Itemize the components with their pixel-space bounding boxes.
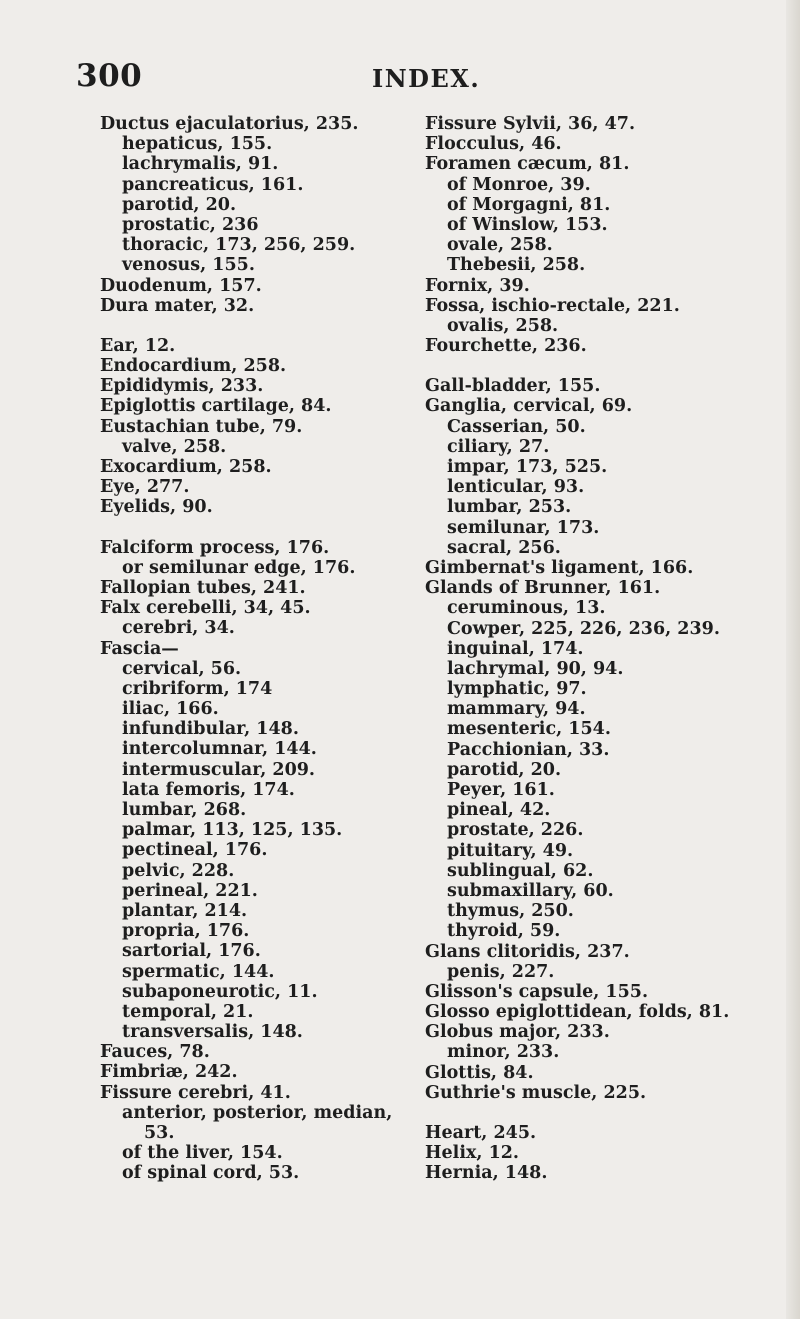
index-subentry: ovale, 258.	[447, 235, 553, 256]
index-column-right	[425, 114, 775, 1184]
index-entry: Flocculus, 46.	[425, 134, 562, 155]
index-subentry: palmar, 113, 125, 135.	[122, 820, 343, 841]
index-subentry: prostate, 226.	[447, 820, 584, 841]
index-subentry: lata femoris, 174.	[122, 779, 295, 800]
index-entry: Fascia—	[100, 638, 179, 659]
index-subentry: of the liver, 154.	[122, 1143, 283, 1164]
index-entry: Fissure cerebri, 41.	[100, 1082, 291, 1103]
index-subentry: hepaticus, 155.	[122, 134, 273, 155]
index-entry: Gimbernat's ligament, 166.	[425, 557, 694, 578]
index-entry: Eye, 277.	[100, 477, 190, 498]
index-entry: Exocardium, 258.	[100, 457, 272, 477]
index-subentry: lachrymal, 90, 94.	[447, 658, 624, 679]
index-subentry: spermatic, 144.	[122, 961, 275, 982]
index-subentry: pituitary, 49.	[447, 840, 574, 861]
index-subentry: lenticular, 93.	[447, 477, 585, 498]
index-subentry: valve, 258.	[122, 436, 227, 457]
index-entry: Hernia, 148.	[425, 1163, 548, 1184]
page-number: 300	[76, 58, 143, 94]
index-entry: Globus major, 233.	[425, 1022, 610, 1043]
index-subentry: of Monroe, 39.	[447, 174, 591, 195]
index-entry: Fornix, 39.	[425, 275, 530, 296]
index-subentry: intermuscular, 209.	[122, 759, 316, 780]
index-entry: Fallopian tubes, 241.	[100, 577, 306, 598]
index-subentry: lumbar, 253.	[447, 497, 572, 518]
index-subentry: pineal, 42.	[447, 800, 551, 821]
index-subentry: 53.	[144, 1123, 175, 1143]
index-entry: Helix, 12.	[425, 1143, 520, 1164]
index-entry: Eustachian tube, 79.	[100, 416, 303, 437]
index-subentry: semilunar, 173.	[447, 517, 600, 538]
index-subentry: venosus, 155.	[122, 255, 255, 276]
index-entry: Glands of Brunner, 161.	[425, 578, 661, 599]
index-subentry: cervical, 56.	[122, 658, 242, 679]
index-subentry: thoracic, 173, 256, 259.	[122, 235, 356, 256]
running-title: INDEX.	[372, 64, 481, 93]
index-entry: Fimbriæ, 242.	[100, 1062, 238, 1083]
index-entry: Eyelids, 90.	[100, 497, 213, 518]
index-entry: Falciform process, 176.	[100, 537, 330, 558]
index-subentry: mammary, 94.	[447, 699, 586, 720]
index-entry: Fissure Sylvii, 36, 47.	[425, 114, 636, 134]
page-header	[0, 58, 800, 98]
index-subentry: lumbar, 268.	[122, 800, 247, 820]
index-subentry: mesenteric, 154.	[447, 719, 611, 740]
index-subentry: impar, 173, 525.	[447, 457, 608, 477]
index-entry: Glans clitoridis, 237.	[425, 941, 630, 962]
index-entry: Falx cerebelli, 34, 45.	[100, 598, 311, 619]
index-subentry: pancreaticus, 161.	[122, 174, 304, 195]
index-subentry: pelvic, 228.	[122, 860, 235, 881]
index-entry: Fauces, 78.	[100, 1042, 210, 1063]
index-subentry: sacral, 256.	[447, 537, 561, 558]
index-subentry: Peyer, 161.	[447, 780, 555, 800]
index-subentry: ceruminous, 13.	[447, 598, 606, 619]
page-edge	[786, 0, 800, 1319]
index-entry: Dura mater, 32.	[100, 295, 255, 316]
index-subentry: pectineal, 176.	[122, 840, 268, 861]
index-entry: Ganglia, cervical, 69.	[425, 396, 633, 417]
index-subentry: perineal, 221.	[122, 880, 258, 901]
index-subentry: ciliary, 27.	[447, 436, 550, 457]
index-subentry: cribriform, 174	[122, 678, 273, 699]
index-subentry: transversalis, 148.	[122, 1022, 303, 1043]
index-entry: Glottis, 84.	[425, 1062, 534, 1083]
index-subentry: of Winslow, 153.	[447, 214, 608, 235]
index-subentry: Pacchionian, 33.	[447, 739, 610, 760]
index-subentry: iliac, 166.	[122, 699, 219, 720]
index-subentry: penis, 227.	[447, 961, 555, 982]
index-subentry: sublingual, 62.	[447, 860, 594, 881]
index-subentry: intercolumnar, 144.	[122, 739, 317, 760]
index-subentry: infundibular, 148.	[122, 719, 299, 740]
index-entry: Epididymis, 233.	[100, 376, 264, 397]
index-entry: Heart, 245.	[425, 1123, 537, 1143]
index-entry: Epiglottis cartilage, 84.	[100, 396, 332, 417]
index-subentry: Casserian, 50.	[447, 416, 586, 437]
index-subentry: inguinal, 174.	[447, 638, 584, 659]
index-entry: Fourchette, 236.	[425, 336, 587, 357]
index-subentry: subaponeurotic, 11.	[122, 981, 318, 1002]
index-subentry: lymphatic, 97.	[447, 679, 587, 700]
index-subentry: parotid, 20.	[122, 194, 237, 215]
index-entry: Glosso epiglottidean, folds, 81.	[425, 1002, 730, 1023]
index-subentry: propria, 176.	[122, 921, 250, 942]
index-subentry: temporal, 21.	[122, 1001, 254, 1022]
index-subentry: lachrymalis, 91.	[122, 154, 279, 175]
index-entry: Ear, 12.	[100, 335, 176, 356]
index-entry: Gall-bladder, 155.	[425, 376, 601, 397]
index-subentry: prostatic, 236	[122, 214, 259, 235]
index-entry: Ductus ejaculatorius, 235.	[100, 114, 359, 134]
index-entry: Glisson's capsule, 155.	[425, 981, 649, 1002]
index-subentry: of spinal cord, 53.	[122, 1163, 300, 1184]
index-entry: Duodenum, 157.	[100, 275, 262, 296]
index-subentry: ovalis, 258.	[447, 315, 559, 336]
index-subentry: of Morgagni, 81.	[447, 194, 611, 215]
index-entry: Endocardium, 258.	[100, 356, 287, 377]
index-subentry: anterior, posterior, median,	[122, 1102, 393, 1123]
index-entry: Guthrie's muscle, 225.	[425, 1082, 647, 1103]
index-subentry: Cowper, 225, 226, 236, 239.	[447, 618, 720, 639]
index-subentry: parotid, 20.	[447, 759, 562, 780]
index-subentry: thyroid, 59.	[447, 921, 561, 942]
index-subentry: submaxillary, 60.	[447, 880, 614, 901]
index-entry: Foramen cæcum, 81.	[425, 154, 630, 175]
index-subentry: minor, 233.	[447, 1042, 560, 1063]
index-subentry: plantar, 214.	[122, 900, 248, 921]
index-subentry: sartorial, 176.	[122, 941, 261, 962]
index-entry: Fossa, ischio-rectale, 221.	[425, 295, 680, 316]
index-subentry: cerebri, 34.	[122, 618, 235, 639]
index-column-left	[100, 114, 410, 1184]
index-subentry: Thebesii, 258.	[447, 255, 586, 276]
index-subentry: or semilunar edge, 176.	[122, 557, 356, 578]
index-subentry: thymus, 250.	[447, 901, 574, 922]
